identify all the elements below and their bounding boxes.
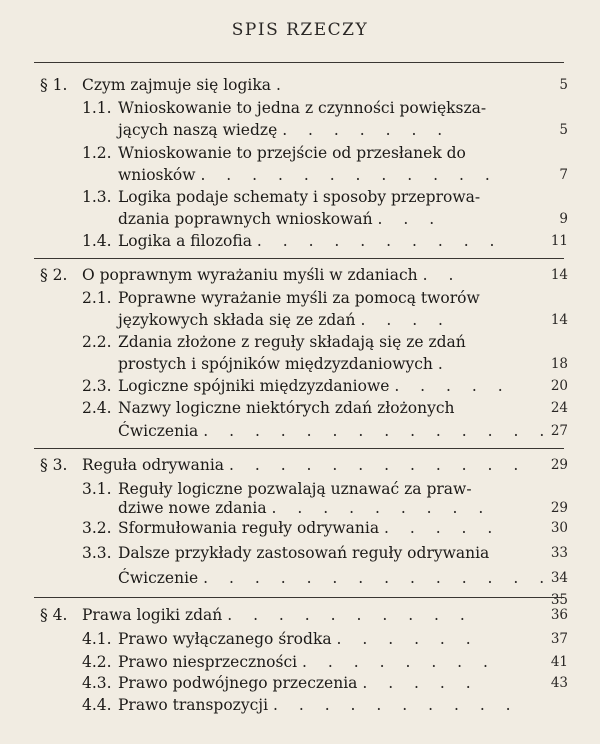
- entry-page: 29: [550, 457, 568, 473]
- entry-number: 1.3.: [82, 188, 112, 206]
- entry-page: 11: [550, 233, 568, 249]
- entry-title: Prawo niesprzeczności . . . . . . . .: [118, 653, 496, 671]
- entry-title: Wnioskowanie to przejście od przesłanek do: [118, 144, 466, 162]
- entry-title: Zdania złożone z reguły składają się ze zdań: [118, 333, 466, 351]
- entry-title: Dalsze przykłady zastosowań reguły odrywania: [118, 544, 490, 562]
- entry-number: § 3.: [40, 456, 68, 474]
- entry-title: Reguła odrywania . . . . . . . . . . . .: [82, 456, 527, 474]
- entry-number: 2.4.: [82, 399, 112, 417]
- toc-entry-4-4[interactable]: [0, 694, 600, 716]
- entry-page: 24: [550, 400, 568, 416]
- entry-title: jących naszą wiedzę . . . . . . .: [118, 121, 451, 139]
- entry-title: Wnioskowanie to jedna z czynności powiększa-: [118, 99, 487, 117]
- entry-page: 37: [550, 631, 568, 647]
- entry-page: 14: [550, 267, 568, 283]
- toc-entry-2-2[interactable]: [0, 331, 600, 353]
- entry-number: § 1.: [40, 76, 68, 94]
- toc-entry-exercise-3[interactable]: [0, 567, 600, 589]
- entry-page: 5: [559, 122, 568, 138]
- entry-title: Sformułowania reguły odrywania . . . . .: [118, 519, 501, 537]
- entry-page: 34: [550, 570, 568, 586]
- entry-number: 3.3.: [82, 544, 112, 562]
- entry-number: 2.2.: [82, 333, 112, 351]
- entry-number: 1.4.: [82, 232, 112, 250]
- divider-section-1: [34, 62, 564, 63]
- entry-title: Ćwiczenie . . . . . . . . . . . . . .: [118, 569, 553, 587]
- toc-entry-section-4[interactable]: [0, 604, 600, 626]
- entry-page: 43: [550, 675, 568, 691]
- toc-entry-4-2[interactable]: [0, 651, 600, 673]
- entry-number: 1.2.: [82, 144, 112, 162]
- entry-title: Logika a filozofia . . . . . . . . . .: [118, 232, 503, 250]
- entry-title: dziwe nowe zdania . . . . . . . . .: [118, 499, 492, 517]
- entry-title: O poprawnym wyrażaniu myśli w zdaniach . .: [82, 266, 462, 284]
- entry-number: 3.2.: [82, 519, 112, 537]
- entry-title: Prawo podwójnego przeczenia . . . . .: [118, 674, 479, 692]
- toc-entry-1-4[interactable]: [0, 230, 600, 252]
- toc-entry-1-2-cont[interactable]: [0, 164, 600, 186]
- toc-entry-1-3-cont[interactable]: [0, 208, 600, 230]
- entry-number: 4.2.: [82, 653, 112, 671]
- toc-entry-2-4[interactable]: [0, 397, 600, 419]
- entry-number: 2.3.: [82, 377, 112, 395]
- toc-entry-exercises-2[interactable]: [0, 420, 600, 442]
- entry-title: prostych i spójników międzyzdaniowych .: [118, 355, 451, 373]
- entry-page: 33: [550, 545, 568, 561]
- entry-title: Logika podaje schematy i sposoby przeprowa-: [118, 188, 481, 206]
- toc-entry-2-1-cont[interactable]: [0, 309, 600, 331]
- toc-entry-3-1-cont[interactable]: [0, 497, 600, 519]
- toc-entry-section-3[interactable]: [0, 454, 600, 476]
- divider-section-3: [34, 448, 564, 449]
- entry-number: 3.1.: [82, 480, 112, 498]
- entry-page: 18: [550, 356, 568, 372]
- toc-entry-2-1[interactable]: [0, 287, 600, 309]
- toc-entry-3-3[interactable]: [0, 542, 600, 564]
- entry-title: Prawo transpozycji . . . . . . . . . .: [118, 696, 519, 714]
- entry-title: Prawo wyłączanego środka . . . . . .: [118, 630, 479, 648]
- divider-section-2: [34, 258, 564, 259]
- toc-entry-4-3[interactable]: [0, 672, 600, 694]
- toc-entry-section-2[interactable]: [0, 264, 600, 286]
- entry-page: 35: [550, 592, 568, 608]
- toc-entry-2-3[interactable]: [0, 375, 600, 397]
- entry-title: Poprawne wyrażanie myśli za pomocą tworów: [118, 289, 480, 307]
- entry-title: dzania poprawnych wnioskowań . . .: [118, 210, 443, 228]
- entry-number: 2.1.: [82, 289, 112, 307]
- toc-entry-1-1[interactable]: [0, 97, 600, 119]
- toc-entry-1-2[interactable]: [0, 142, 600, 164]
- toc-entry-1-1-cont[interactable]: [0, 119, 600, 141]
- entry-number: 4.1.: [82, 630, 112, 648]
- page-title: SPIS RZECZY: [231, 20, 369, 40]
- entry-title: Ćwiczenia . . . . . . . . . . . . . .: [118, 422, 553, 440]
- entry-number: 4.4.: [82, 696, 112, 714]
- entry-title: Czym zajmuje się logika .: [82, 76, 289, 94]
- entry-title: Reguły logiczne pozwalają uznawać za praw-: [118, 480, 472, 498]
- entry-title: Nazwy logiczne niektórych zdań złożonych: [118, 399, 455, 417]
- entry-number: § 4.: [40, 606, 68, 624]
- entry-title: Logiczne spójniki międzyzdaniowe . . . . .: [118, 377, 511, 395]
- entry-page: 41: [550, 654, 568, 670]
- entry-number: 4.3.: [82, 674, 112, 692]
- toc-entry-4-1[interactable]: [0, 628, 600, 650]
- toc-entry-section-1[interactable]: [0, 74, 600, 96]
- entry-page: 20: [550, 378, 568, 394]
- toc-entry-3-2[interactable]: [0, 517, 600, 539]
- entry-number: § 2.: [40, 266, 68, 284]
- entry-page: 36: [550, 607, 568, 623]
- entry-title: Prawa logiki zdań . . . . . . . . . .: [82, 606, 473, 624]
- entry-page: 7: [559, 167, 568, 183]
- entry-page: 5: [559, 77, 568, 93]
- entry-page: 30: [550, 520, 568, 536]
- toc-entry-2-2-cont[interactable]: [0, 353, 600, 375]
- entry-title: językowych składa się ze zdań . . . .: [118, 311, 451, 329]
- entry-number: 1.1.: [82, 99, 112, 117]
- entry-page: 9: [559, 211, 568, 227]
- entry-page: 27: [550, 423, 568, 439]
- toc-entry-1-3[interactable]: [0, 186, 600, 208]
- entry-title: wniosków . . . . . . . . . . . .: [118, 166, 498, 184]
- entry-page: 29: [550, 500, 568, 516]
- entry-page: 14: [550, 312, 568, 328]
